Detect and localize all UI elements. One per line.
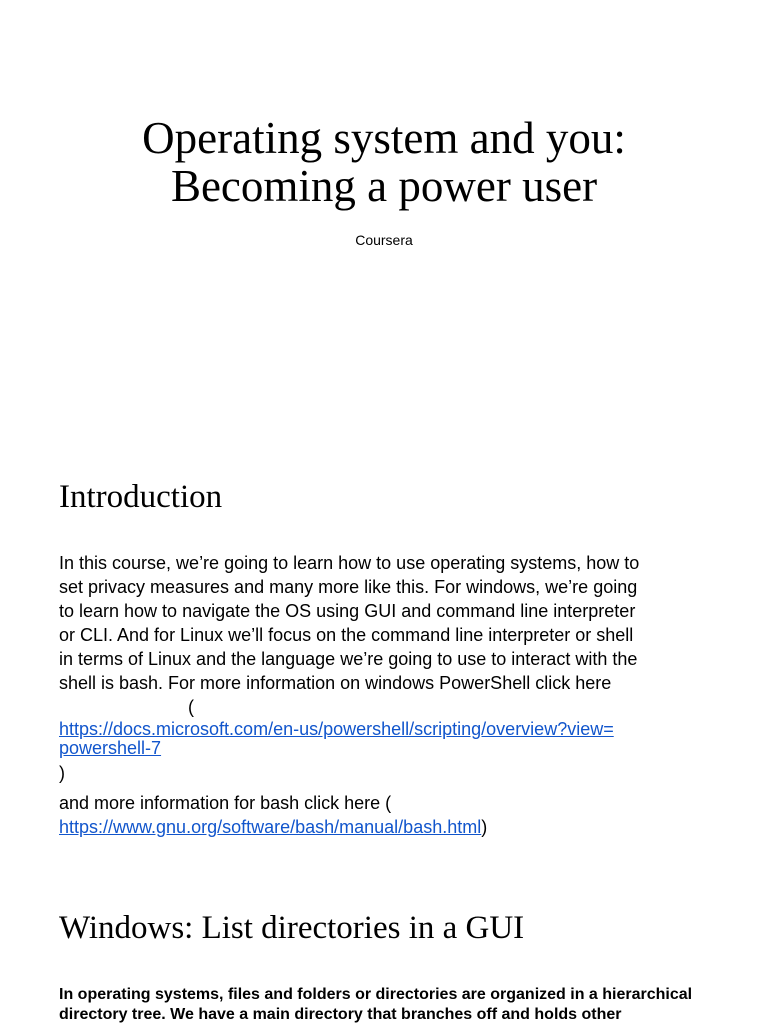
subtitle: Coursera — [355, 232, 413, 248]
document-title — [0, 114, 768, 210]
windows-section-heading: Windows: List directories in a GUI — [59, 910, 525, 946]
intro-line-1: In this course, we’re going to learn how to use operating systems, how to — [59, 553, 640, 573]
intro-line-4: or CLI. And for Linux we’ll focus on the command line interpreter or shell — [59, 625, 634, 645]
powershell-docs-link-cont[interactable]: powershell-7 — [59, 738, 162, 758]
intro-line-5: in terms of Linux and the language we’re going to use to interact with the — [59, 649, 638, 669]
windows-line-2: directory tree. We have a main directory that branches off and holds other — [59, 1006, 622, 1023]
bash-manual-link[interactable]: https://www.gnu.org/software/bash/manual/bash.html — [59, 817, 482, 837]
introduction-heading: Introduction — [59, 479, 223, 515]
intro-line-6: shell is bash. For more information on windows PowerShell click here — [59, 673, 612, 693]
title-line-1: Operating system and you: — [142, 113, 626, 163]
open-paren: ( — [188, 697, 194, 717]
title-line-2: Becoming a power user — [170, 161, 598, 211]
powershell-docs-link[interactable]: https://docs.microsoft.com/en-us/powershell/scripting/overview?view= — [59, 719, 614, 739]
windows-line-1: In operating systems, files and folders or directories are organized in a hierarchical — [59, 986, 693, 1003]
bash-link-line — [59, 815, 487, 839]
bash-close-paren: ) — [481, 817, 488, 837]
intro-line-2: set privacy measures and many more like this. For windows, we’re going — [59, 577, 638, 597]
bash-intro-line: and more information for bash click here ( — [59, 793, 392, 813]
powershell-link-line-2[interactable] — [59, 739, 161, 757]
intro-line-3: to learn how to navigate the OS using GUI and command line interpreter — [59, 601, 636, 621]
powershell-link-line-1[interactable] — [59, 720, 614, 738]
close-paren: ) — [59, 763, 65, 783]
